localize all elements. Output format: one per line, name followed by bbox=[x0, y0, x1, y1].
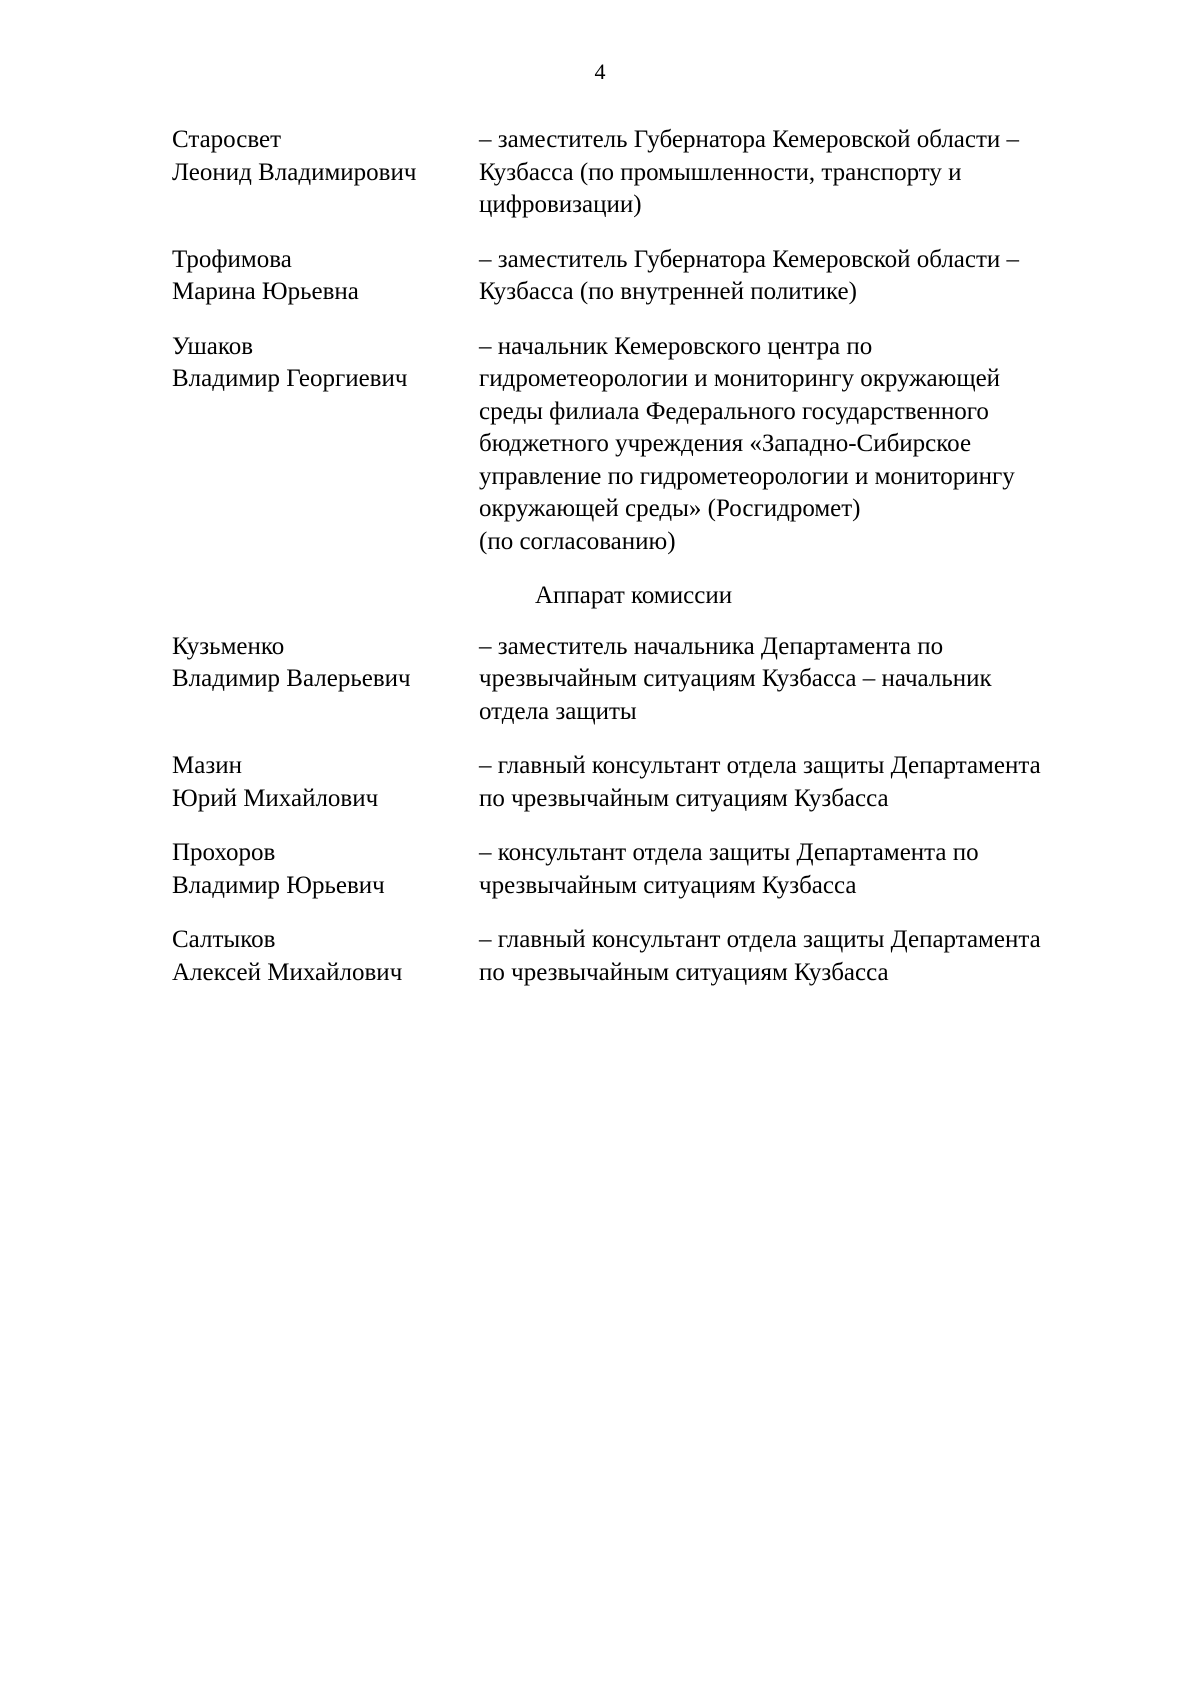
position-line: Кузбасса (по промышленности, транспорту и bbox=[479, 158, 962, 186]
member-name bbox=[172, 124, 479, 222]
member-entry bbox=[172, 244, 1132, 309]
member-position bbox=[479, 124, 1132, 222]
position-line: цифровизации) bbox=[479, 191, 642, 218]
member-name bbox=[172, 331, 479, 559]
member-entry bbox=[172, 331, 1132, 559]
surname: Салтыков bbox=[172, 926, 276, 953]
staff-entry bbox=[172, 924, 1132, 989]
position-line: – консультант отдела защиты Департамента по bbox=[479, 839, 979, 866]
surname: Старосвет bbox=[172, 126, 282, 153]
given-names: Алексей Михайлович bbox=[172, 958, 403, 986]
given-names: Юрий Михайлович bbox=[172, 784, 379, 812]
position-line: – начальник Кемеровского центра по bbox=[479, 332, 873, 360]
position-line: среды филиала Федерального государственного bbox=[479, 397, 989, 425]
given-names: Владимир Георгиевич bbox=[172, 365, 408, 392]
position-line: – заместитель Губернатора Кемеровской области – bbox=[479, 126, 1020, 153]
given-names: Владимир Юрьевич bbox=[172, 871, 385, 899]
position-line: чрезвычайным ситуациям Кузбасса bbox=[479, 871, 857, 899]
staff-position bbox=[479, 837, 1132, 902]
position-line: окружающей среды» (Росгидромет) bbox=[479, 495, 861, 522]
surname: Трофимова bbox=[172, 245, 292, 273]
member-entry bbox=[172, 124, 1132, 222]
given-names: Леонид Владимирович bbox=[172, 158, 417, 186]
position-line: – главный консультант отдела защиты Департамента bbox=[479, 752, 1041, 779]
surname: Прохоров bbox=[172, 839, 276, 866]
position-line: отдела защиты bbox=[479, 697, 637, 725]
given-names: Владимир Валерьевич bbox=[172, 665, 411, 692]
staff-entry bbox=[172, 837, 1132, 902]
position-line: – заместитель начальника Департамента по bbox=[479, 632, 944, 660]
staff-entry bbox=[172, 631, 1132, 729]
surname: Мазин bbox=[172, 752, 242, 779]
position-line: (по согласованию) bbox=[479, 527, 676, 555]
position-line: по чрезвычайным ситуациям Кузбасса bbox=[479, 784, 889, 812]
given-names: Марина Юрьевна bbox=[172, 278, 359, 305]
position-line: управление по гидрометеорологии и мониторингу bbox=[479, 462, 1015, 490]
staff-position bbox=[479, 924, 1132, 989]
staff-name bbox=[172, 750, 479, 815]
position-line: – главный консультант отдела защиты Департамента bbox=[479, 926, 1041, 953]
staff-position bbox=[479, 750, 1132, 815]
position-line: по чрезвычайным ситуациям Кузбасса bbox=[479, 958, 889, 986]
position-line: – заместитель Губернатора Кемеровской области – bbox=[479, 245, 1020, 273]
staff-name bbox=[172, 924, 479, 989]
position-line: бюджетного учреждения «Западно-Сибирское bbox=[479, 430, 972, 457]
staff-position bbox=[479, 631, 1132, 729]
member-position bbox=[479, 331, 1132, 559]
section-heading: Аппарат комиссии bbox=[535, 582, 733, 609]
page-number: 4 bbox=[594, 59, 606, 84]
member-position bbox=[479, 244, 1132, 309]
document-body bbox=[172, 124, 1132, 1011]
position-line: чрезвычайным ситуациям Кузбасса – начальник bbox=[479, 665, 992, 692]
staff-name bbox=[172, 631, 479, 729]
member-name bbox=[172, 244, 479, 309]
position-line: гидрометеорологии и мониторингу окружающей bbox=[479, 365, 1001, 392]
position-line: Кузбасса (по внутренней политике) bbox=[479, 278, 857, 305]
surname: Ушаков bbox=[172, 332, 254, 360]
staff-entry bbox=[172, 750, 1132, 815]
surname: Кузьменко bbox=[172, 632, 285, 660]
staff-name bbox=[172, 837, 479, 902]
